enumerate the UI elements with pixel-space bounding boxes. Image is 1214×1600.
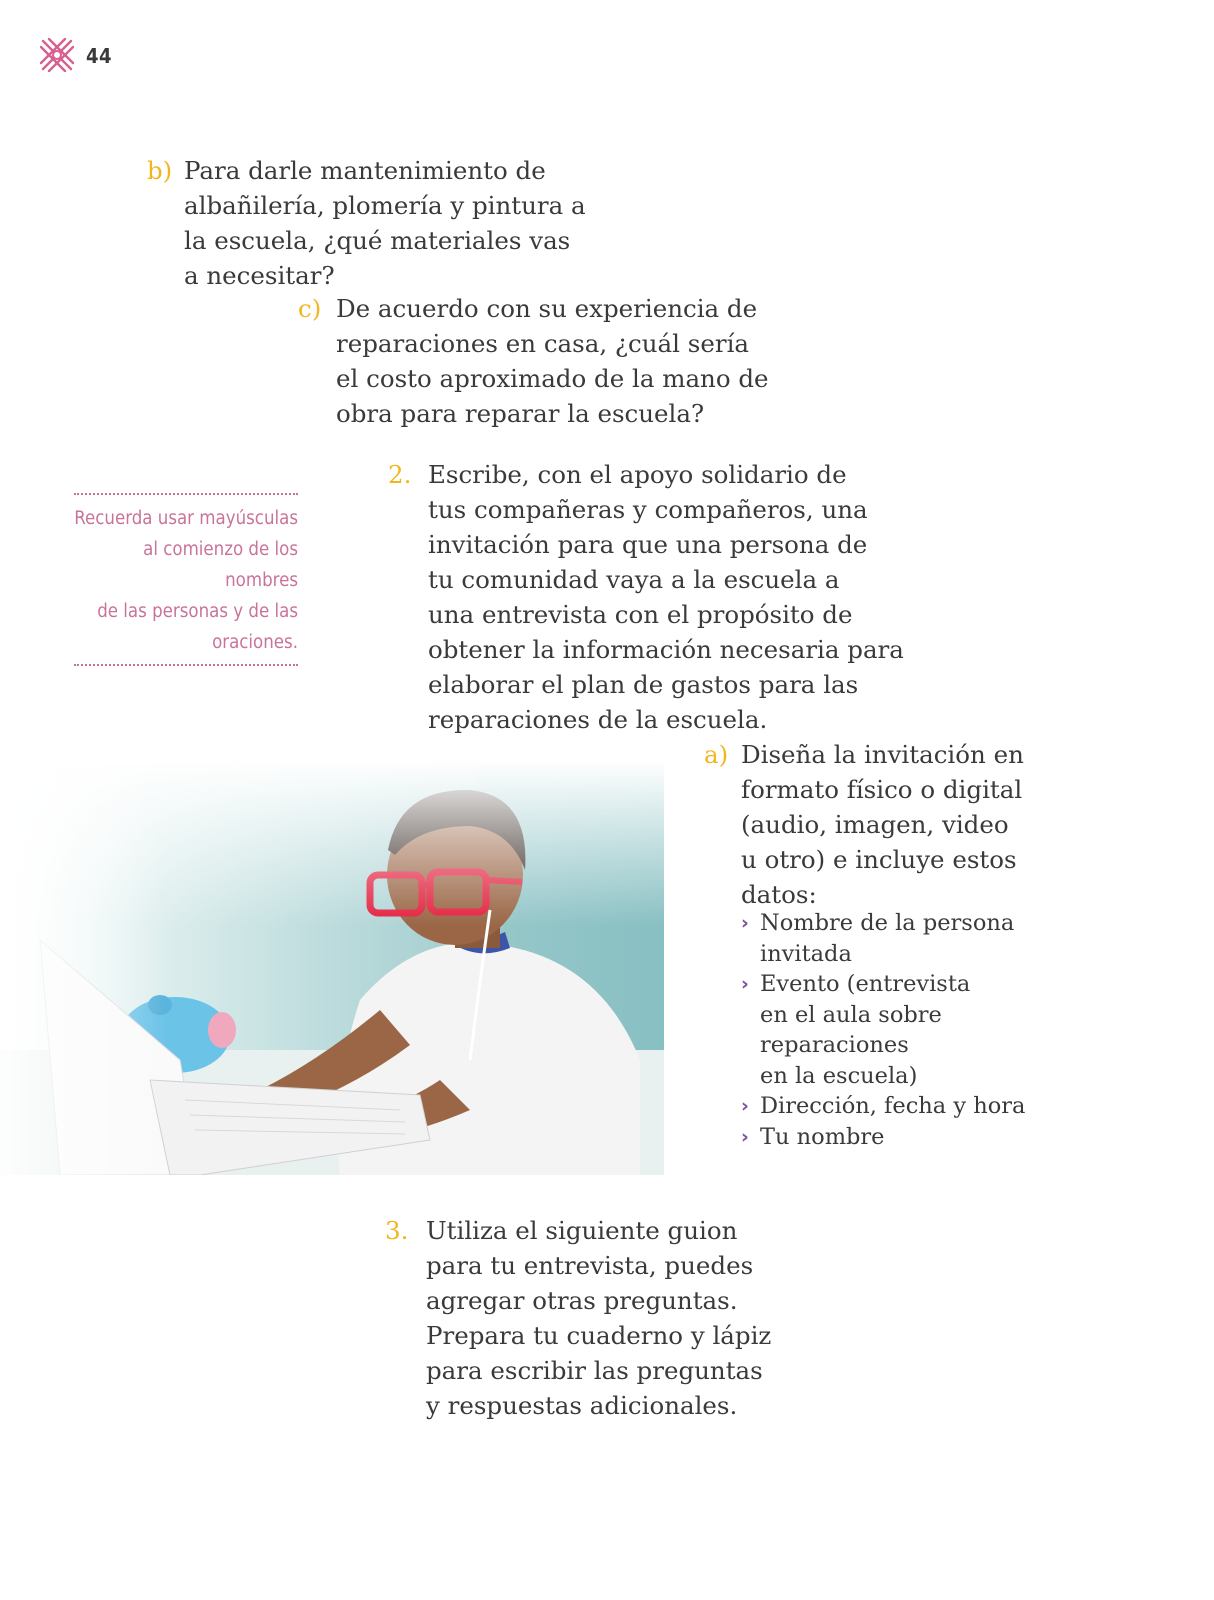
text-line: obra para reparar la escuela? bbox=[336, 399, 705, 428]
invitation-data-list bbox=[741, 908, 1061, 1152]
text-line: tus compañeras y compañeros, una bbox=[428, 495, 868, 524]
item-marker: 3. bbox=[385, 1216, 409, 1245]
text-line: tu comunidad vaya a la escuela a bbox=[428, 565, 840, 594]
text-line: agregar otras preguntas. bbox=[426, 1286, 738, 1315]
boy-using-laptop-photo bbox=[0, 760, 664, 1175]
text-line: la escuela, ¿qué materiales vas bbox=[184, 226, 571, 255]
chevron-right-icon: › bbox=[741, 1125, 749, 1148]
text-line: el costo aproximado de la mano de bbox=[336, 364, 769, 393]
item-marker: c) bbox=[298, 294, 322, 323]
activity-3 bbox=[385, 1213, 846, 1423]
text-line: Diseña la invitación en bbox=[741, 740, 1024, 769]
chevron-right-icon: › bbox=[741, 912, 749, 934]
chevron-right-icon: › bbox=[741, 1095, 749, 1117]
text-line: De acuerdo con su experiencia de bbox=[336, 294, 758, 323]
question-c bbox=[298, 291, 816, 431]
text-line: y respuestas adicionales. bbox=[426, 1391, 738, 1420]
note-line: Recuerda usar mayúsculas bbox=[74, 508, 298, 529]
reminder-note bbox=[74, 493, 298, 666]
text-line: formato físico o digital bbox=[741, 775, 1023, 804]
book-emblem-icon bbox=[40, 38, 74, 72]
text-line: para escribir las preguntas bbox=[426, 1356, 763, 1385]
activity-2a bbox=[704, 737, 1071, 912]
text-line: (audio, imagen, video bbox=[741, 810, 1009, 839]
note-line: de las personas y de las bbox=[97, 601, 298, 622]
item-marker: b) bbox=[147, 156, 173, 185]
text-line: invitación para que una persona de bbox=[428, 530, 868, 559]
text-line: para tu entrevista, puedes bbox=[426, 1251, 754, 1280]
list-item bbox=[741, 969, 1061, 1091]
note-line: al comienzo de los nombres bbox=[143, 539, 298, 591]
item-marker: a) bbox=[704, 740, 729, 769]
activity-2a-text bbox=[741, 737, 1071, 912]
note-line: oraciones. bbox=[212, 632, 298, 653]
text-line: obtener la información necesaria para bbox=[428, 635, 904, 664]
item-marker: 2. bbox=[388, 460, 412, 489]
list-item bbox=[741, 1122, 1061, 1153]
text-line: reparaciones en casa, ¿cuál sería bbox=[336, 329, 750, 358]
text-line: datos: bbox=[741, 880, 817, 909]
text-line: Para darle mantenimiento de bbox=[184, 156, 546, 185]
text-line: invitada bbox=[760, 940, 852, 967]
question-b bbox=[147, 153, 644, 293]
text-line: reparaciones de la escuela. bbox=[428, 705, 768, 734]
question-b-text bbox=[184, 153, 644, 293]
activity-2-text bbox=[428, 457, 988, 737]
text-line: Dirección, fecha y hora bbox=[760, 1093, 1026, 1119]
text-line: en el aula sobre bbox=[760, 1001, 942, 1028]
text-line: Nombre de la persona bbox=[760, 910, 1015, 936]
text-line: en la escuela) bbox=[760, 1062, 918, 1089]
text-line: u otro) e incluye estos bbox=[741, 845, 1017, 874]
activity-2 bbox=[388, 457, 988, 737]
text-line: Escribe, con el apoyo solidario de bbox=[428, 460, 847, 489]
text-line: a necesitar? bbox=[184, 261, 335, 290]
list-item bbox=[741, 1091, 1061, 1122]
text-line: una entrevista con el propósito de bbox=[428, 600, 853, 629]
text-line: Utiliza el siguiente guion bbox=[426, 1216, 738, 1245]
chevron-right-icon: › bbox=[741, 973, 749, 995]
text-line: Evento (entrevista bbox=[760, 971, 971, 997]
activity-3-text bbox=[426, 1213, 846, 1423]
text-line: reparaciones bbox=[760, 1032, 909, 1058]
page-number: 44 bbox=[86, 44, 113, 68]
text-line: Prepara tu cuaderno y lápiz bbox=[426, 1321, 772, 1350]
text-line: elaborar el plan de gastos para las bbox=[428, 670, 859, 699]
question-c-text bbox=[336, 291, 816, 431]
text-line: albañilería, plomería y pintura a bbox=[184, 191, 586, 220]
list-item bbox=[741, 908, 1061, 969]
text-line: Tu nombre bbox=[760, 1123, 885, 1150]
